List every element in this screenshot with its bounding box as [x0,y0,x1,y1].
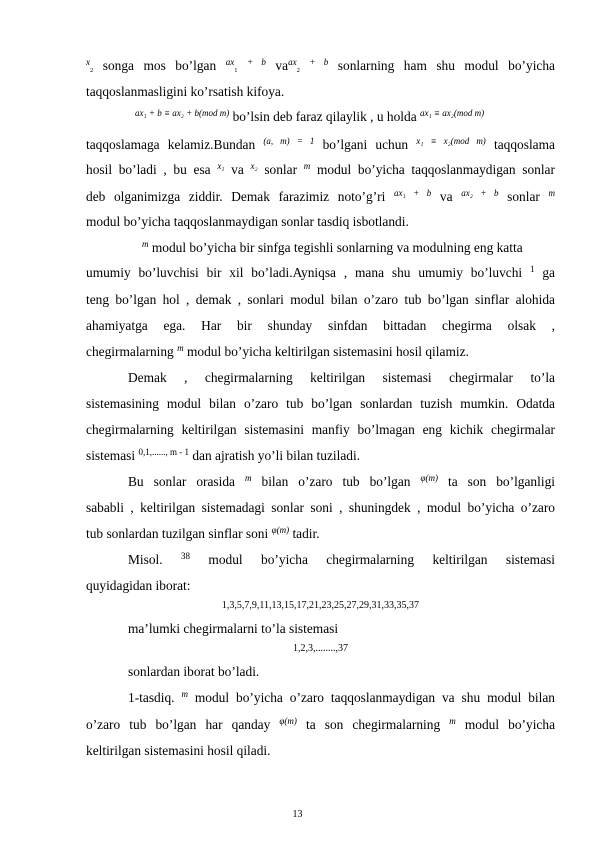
text: modul bo’yicha o’zaro taqqoslanmaydigan va shu modul bilan [194,690,555,705]
text: sistemasi [86,448,136,463]
math-x2: $^x_2$ [86,57,94,74]
text: quyidagidan iborat: [86,578,191,593]
text: ga [542,265,555,280]
text: sistemasining modul bilan o’zaro tub bo’lgan sonlardan tuzish mumkin. Odatda [86,396,555,411]
text: va [275,58,289,73]
math-m: m [177,343,184,353]
paragraph-line [86,58,555,79]
paragraph-line [86,422,555,438]
math-m: m [548,188,555,198]
paragraph-line [142,240,555,257]
math-x1: x₁ [217,161,225,171]
text: chegirmalarning [86,344,174,359]
text: ta son bo’lganligi [447,474,555,489]
paragraph-line [128,370,555,386]
text: teng bo’lgan hol , demak , sonlari modul bilan o’zaro tub bo’lgan sinflar alohida [86,292,555,307]
math-ax2-b: ax₂ + b [461,188,499,198]
paragraph-line [86,214,555,230]
text: bo’lgani uchun [322,137,409,152]
text: chegirmalarning keltirilgan sistemasini manfiy bo’lmagan eng kichik chegirmalar [86,422,555,437]
text: sababli , keltirilgan sistemadagi sonlar soni , shuningdek , modul bo’yicha o’zaro [86,500,555,515]
paragraph-line [86,137,555,154]
residue-list: 1,2,3,........,37 [293,643,348,654]
paragraph-line [86,344,555,361]
text: sonlarning ham shu modul bo’yicha [337,58,555,73]
text: taqqoslama [493,137,555,152]
text: umumiy bo’luvchisi bir xil bo’ladi.Ayniqsa , mana shu umumiy bo’luvchi [86,265,523,280]
text: va [439,189,453,204]
math-phi-m: φ(m) [420,473,438,483]
paragraph-line [86,396,555,412]
residue-list: 1,3,5,7,9,11,13,15,17,21,23,25,27,29,31,33,35,37 [221,600,420,611]
text: ta son chegirmalarning [305,717,441,732]
page-number: 13 [292,809,303,820]
paragraph-line [86,292,555,308]
text: sonlar [507,189,540,204]
math-1: 1 [529,264,535,274]
text: sonlar [264,162,298,177]
math-phi-m: φ(m) [279,716,297,726]
paragraph-line [86,743,555,759]
paragraph-line [86,526,555,543]
math-gcd: (a, m) = 1 [263,136,315,146]
text: Bu sonlar orasida [128,474,236,489]
paragraph-line [128,552,555,569]
text: songa mos bo’lgan [102,58,217,73]
text: hosil bo’ladi , bu esa [86,162,211,177]
text: ahamiyatga ega. Har bir shunday sinfdan bittadan chegirma olsak , [86,318,555,333]
paragraph-line [128,621,555,637]
math-m: m [181,689,188,699]
math-ax1-b: $^{ax}_1$ $^{+ b}$ [225,57,266,74]
text: taqqoslamaga kelamiz.Bundan [86,137,256,152]
text: modul bo’yicha bir sinfga tegishli sonlarning va modulning eng katta [151,240,523,255]
text: dan ajratish yo’li bilan tuziladi. [192,448,361,463]
text: 1-tasdiq. [128,690,175,705]
math-38: 38 [181,551,191,561]
paragraph-line [86,189,555,206]
text: Demak , chegirmalarning keltirilgan sistemasi chegirmalar to’la [128,370,555,385]
paragraph-line [86,448,555,465]
math-ax2-b: $^{ax}_2$ $^{+ b}$ [288,57,329,74]
paragraph-line [128,664,555,680]
paragraph-line [128,690,555,707]
math-range: 0,1,......, m - 1 [138,447,189,457]
math-congruence: x₁ ≡ x₂(mod m) [416,136,486,146]
text: sonlardan iborat bo’ladi. [128,664,260,679]
text: modul bo’yicha taqqoslanmaydigan sonlar [316,162,555,177]
math-m: m [449,716,456,726]
text: modul bo’yicha taqqoslanmaydigan sonlar tasdiq isbotlandi. [86,214,409,229]
paragraph-line [86,500,555,516]
text: bo’lsin deb faraz qilaylik , u holda [232,109,417,124]
paragraph-line [135,109,555,126]
text: deb olganimizga ziddir. Demak farazimiz noto’g’ri [86,189,386,204]
math-m: m [142,239,149,249]
text: ma’lumki chegirmalarni to’la sistemasi [128,621,339,636]
text: tub sonlardan tuzilgan sinflar soni [86,526,269,541]
text: o’zaro tub bo’lgan har qanday [86,717,271,732]
math-m: m [303,161,311,171]
paragraph-line [86,318,555,334]
math-x2: x₂ [250,161,258,171]
text: va [231,162,244,177]
math-ax1-b: ax₁ + b [394,188,432,198]
math-m: m [245,473,252,483]
paragraph-line [86,578,555,594]
math-congruence: ax₁ ≡ ax₂(mod m) [420,108,485,118]
paragraph-line [86,84,555,100]
text: modul bo’yicha chegirmalarning keltirilgan sistemasi [208,552,555,567]
text: keltirilgan sistemasini hosil qiladi. [86,743,271,758]
math-phi-m: φ(m) [271,525,290,535]
text: modul bo’yicha [464,717,556,732]
paragraph-line [128,474,555,491]
paragraph-line [86,265,555,282]
math-congruence: ax₁ + b ≡ ax₂ + b(mod m) [135,108,230,118]
text: tadir. [292,526,320,541]
paragraph-line [86,162,555,179]
text: taqqoslanmasligini ko’rsatish kifoya. [86,84,285,99]
text: Misol. [128,552,163,567]
text: bilan o’zaro tub bo’lgan [261,474,411,489]
text: modul bo’yicha keltirilgan sistemasini hosil qilamiz. [186,344,469,359]
paragraph-line [86,717,555,734]
